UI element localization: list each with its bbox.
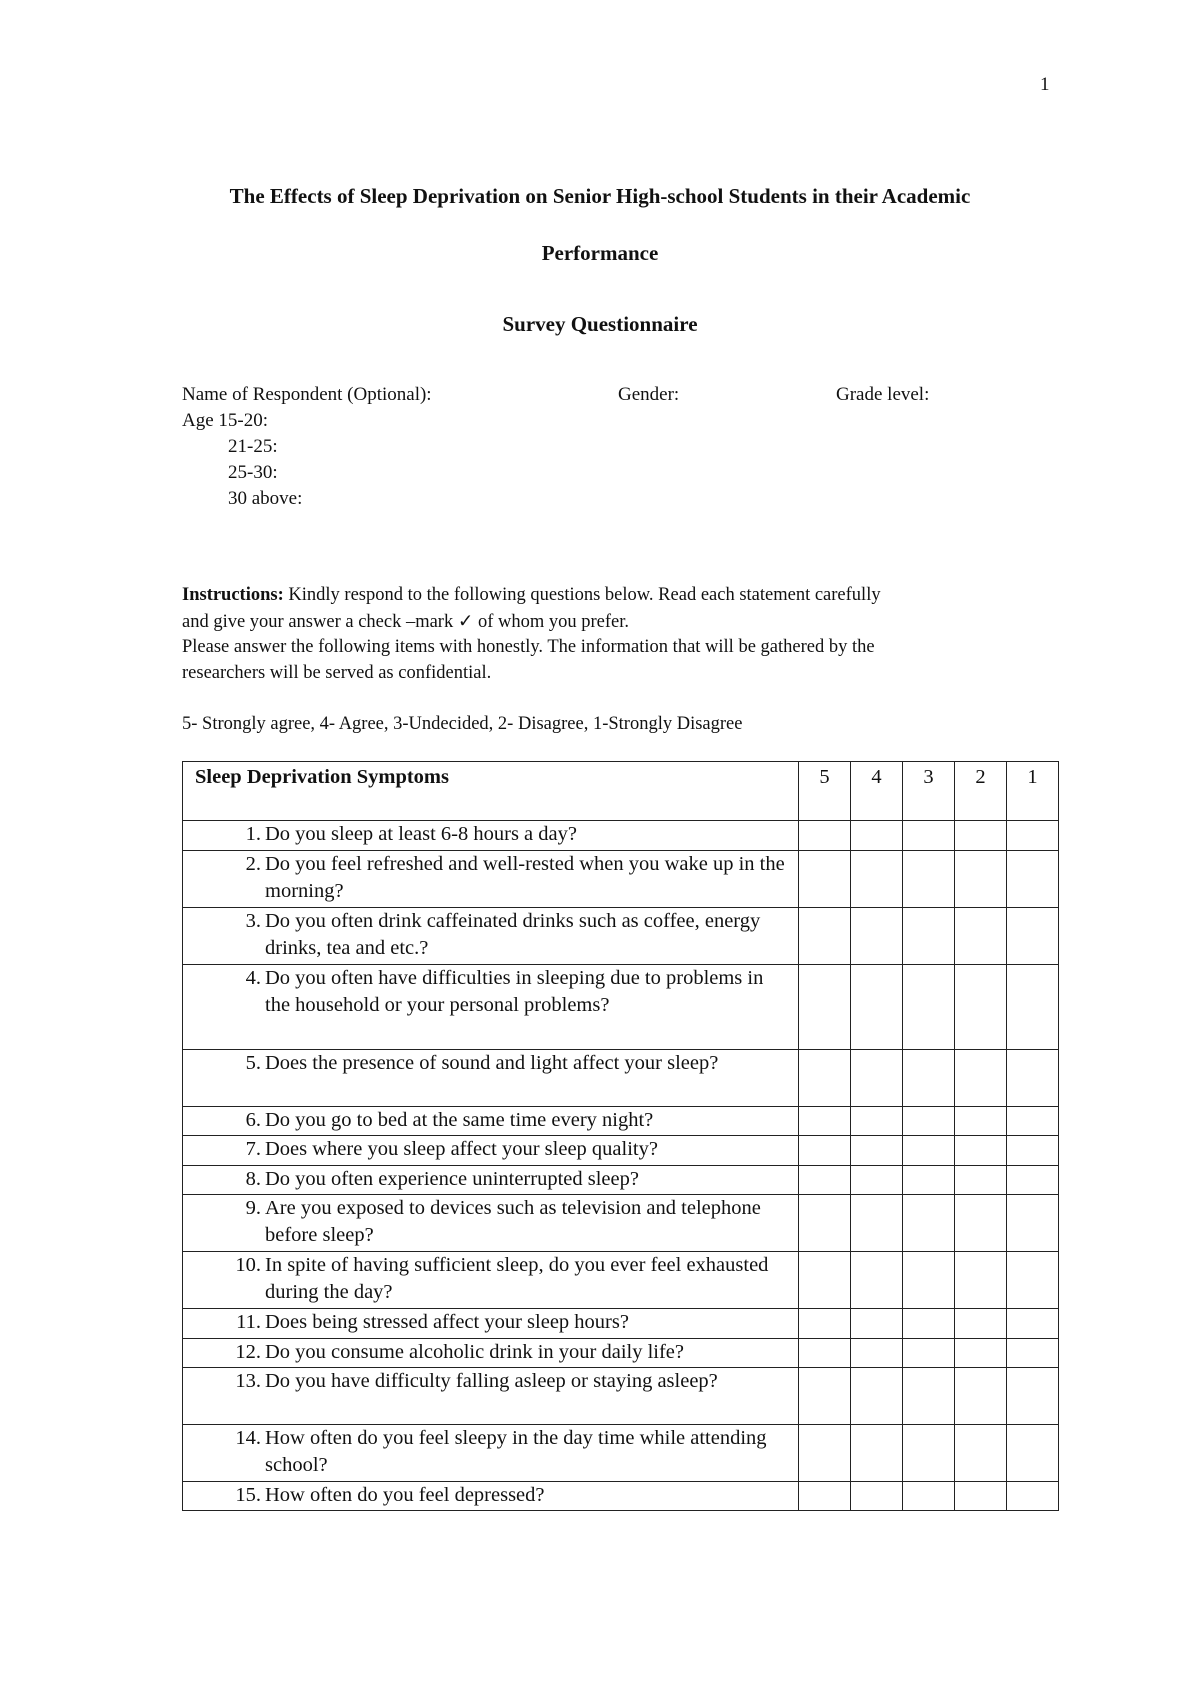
table-row <box>183 1252 1059 1309</box>
rating-cell-3[interactable] <box>903 1050 955 1107</box>
question-text <box>183 1339 799 1368</box>
question-number: 4. <box>245 967 261 989</box>
column-header-1: 1 <box>1007 762 1059 821</box>
table-row <box>183 851 1059 908</box>
column-header-3: 3 <box>903 762 955 821</box>
rating-cell-3[interactable] <box>903 1136 955 1166</box>
question-number: 10. <box>235 1254 261 1276</box>
rating-cell-1[interactable] <box>1007 1252 1059 1309</box>
rating-cell-3[interactable] <box>903 1368 955 1425</box>
rating-cell-2[interactable] <box>955 1166 1007 1195</box>
survey-table <box>182 761 1059 1511</box>
column-header-symptoms: Sleep Deprivation Symptoms <box>183 762 799 821</box>
question-label: Do you feel refreshed and well-rested when you wake up in the morning? <box>265 853 785 902</box>
rating-cell-2[interactable] <box>955 908 1007 965</box>
rating-cell-1[interactable] <box>1007 1339 1059 1368</box>
question-number: 5. <box>245 1052 261 1074</box>
question-text <box>183 1195 799 1252</box>
rating-cell-4[interactable] <box>851 1107 903 1136</box>
table-row <box>183 1050 1059 1107</box>
rating-cell-5[interactable] <box>799 908 851 965</box>
rating-cell-3[interactable] <box>903 1252 955 1309</box>
question-label: Does being stressed affect your sleep hours? <box>265 1311 629 1333</box>
table-row <box>183 1482 1059 1511</box>
question-number: 9. <box>245 1197 261 1219</box>
rating-cell-2[interactable] <box>955 851 1007 908</box>
column-header-4: 4 <box>851 762 903 821</box>
age-30-above-field[interactable]: 30 above: <box>228 488 303 509</box>
column-header-2: 2 <box>955 762 1007 821</box>
rating-cell-5[interactable] <box>799 1195 851 1252</box>
question-text <box>183 1482 799 1511</box>
rating-cell-4[interactable] <box>851 851 903 908</box>
rating-cell-2[interactable] <box>955 1107 1007 1136</box>
question-text <box>183 965 799 1050</box>
rating-cell-1[interactable] <box>1007 1050 1059 1107</box>
rating-cell-1[interactable] <box>1007 821 1059 851</box>
rating-cell-2[interactable] <box>955 1136 1007 1166</box>
rating-cell-2[interactable] <box>955 1309 1007 1339</box>
question-text <box>183 1136 799 1166</box>
rating-cell-4[interactable] <box>851 1195 903 1252</box>
question-number: 14. <box>235 1427 261 1449</box>
question-text <box>183 1166 799 1195</box>
survey-subtitle: Survey Questionnaire <box>502 312 698 336</box>
rating-cell-2[interactable] <box>955 1482 1007 1511</box>
table-header-row <box>183 762 1059 821</box>
rating-cell-5[interactable] <box>799 1339 851 1368</box>
rating-cell-2[interactable] <box>955 1368 1007 1425</box>
table-row <box>183 908 1059 965</box>
question-text <box>183 851 799 908</box>
question-text <box>183 1368 799 1425</box>
rating-cell-1[interactable] <box>1007 908 1059 965</box>
document-title-line-1: The Effects of Sleep Deprivation on Senior High-school Students in their Academic <box>229 184 971 208</box>
document-title-line-2: Performance <box>541 241 659 265</box>
table-row <box>183 1195 1059 1252</box>
table-row <box>183 1136 1059 1166</box>
rating-cell-3[interactable] <box>903 1309 955 1339</box>
question-label: Do you have difficulty falling asleep or staying asleep? <box>265 1370 718 1392</box>
question-number: 3. <box>245 910 261 932</box>
rating-cell-5[interactable] <box>799 821 851 851</box>
rating-cell-5[interactable] <box>799 965 851 1050</box>
rating-cell-1[interactable] <box>1007 1425 1059 1482</box>
rating-cell-4[interactable] <box>851 965 903 1050</box>
table-row <box>183 1107 1059 1136</box>
rating-scale-legend: 5- Strongly agree, 4- Agree, 3-Undecided, 2- Disagree, 1-Strongly Disagree <box>182 714 743 734</box>
question-label: In spite of having sufficient sleep, do you ever feel exhausted during the day? <box>265 1254 769 1303</box>
rating-cell-4[interactable] <box>851 1309 903 1339</box>
rating-cell-2[interactable] <box>955 965 1007 1050</box>
instructions-line-2: and give your answer a check –mark ✓ of whom you prefer. <box>182 612 630 632</box>
question-label: Are you exposed to devices such as television and telephone before sleep? <box>265 1197 761 1246</box>
question-text <box>183 1050 799 1107</box>
question-label: Do you often experience uninterrupted sleep? <box>265 1168 639 1190</box>
question-label: Does the presence of sound and light affect your sleep? <box>265 1052 719 1074</box>
rating-cell-5[interactable] <box>799 1482 851 1511</box>
gender-field[interactable]: Gender: <box>618 384 680 405</box>
column-header-5: 5 <box>799 762 851 821</box>
question-number: 2. <box>245 853 261 875</box>
rating-cell-2[interactable] <box>955 1425 1007 1482</box>
rating-cell-2[interactable] <box>955 1252 1007 1309</box>
question-number: 7. <box>245 1138 261 1160</box>
rating-cell-1[interactable] <box>1007 965 1059 1050</box>
rating-cell-5[interactable] <box>799 1368 851 1425</box>
question-number: 11. <box>236 1311 261 1333</box>
rating-cell-1[interactable] <box>1007 1166 1059 1195</box>
rating-cell-5[interactable] <box>799 1252 851 1309</box>
question-number: 13. <box>235 1370 261 1392</box>
rating-cell-3[interactable] <box>903 851 955 908</box>
rating-cell-4[interactable] <box>851 1252 903 1309</box>
rating-cell-3[interactable] <box>903 1166 955 1195</box>
rating-cell-5[interactable] <box>799 1050 851 1107</box>
rating-cell-5[interactable] <box>799 1309 851 1339</box>
rating-cell-5[interactable] <box>799 1166 851 1195</box>
question-text <box>183 821 799 851</box>
rating-cell-1[interactable] <box>1007 1309 1059 1339</box>
question-text <box>183 908 799 965</box>
table-row <box>183 965 1059 1050</box>
grade-level-field[interactable]: Grade level: <box>836 384 930 405</box>
question-text <box>183 1425 799 1482</box>
instructions-line-1: Instructions: Kindly respond to the following questions below. Read each statement carefully <box>182 585 881 605</box>
question-text <box>183 1309 799 1339</box>
question-number: 6. <box>245 1109 261 1131</box>
question-number: 1. <box>245 823 261 845</box>
rating-cell-4[interactable] <box>851 908 903 965</box>
rating-cell-4[interactable] <box>851 1368 903 1425</box>
age-15-20-field[interactable]: Age 15-20: <box>182 410 269 431</box>
rating-cell-3[interactable] <box>903 1195 955 1252</box>
question-text <box>183 1107 799 1136</box>
rating-cell-3[interactable] <box>903 908 955 965</box>
question-label: How often do you feel sleepy in the day time while attending school? <box>265 1427 767 1476</box>
question-text <box>183 1252 799 1309</box>
age-21-25-field[interactable]: 21-25: <box>228 436 278 457</box>
question-number: 15. <box>235 1484 261 1506</box>
table-row <box>183 1368 1059 1425</box>
rating-cell-4[interactable] <box>851 1166 903 1195</box>
rating-cell-3[interactable] <box>903 1107 955 1136</box>
question-number: 12. <box>235 1341 261 1363</box>
question-label: Does where you sleep affect your sleep quality? <box>265 1138 658 1160</box>
rating-cell-3[interactable] <box>903 1425 955 1482</box>
question-label: Do you sleep at least 6-8 hours a day? <box>265 823 577 845</box>
table-row <box>183 1339 1059 1368</box>
question-label: Do you consume alcoholic drink in your daily life? <box>265 1341 685 1363</box>
question-label: Do you often drink caffeinated drinks such as coffee, energy drinks, tea and etc.? <box>265 910 761 959</box>
table-row <box>183 1309 1059 1339</box>
rating-cell-4[interactable] <box>851 1339 903 1368</box>
question-number: 8. <box>245 1168 261 1190</box>
rating-cell-5[interactable] <box>799 851 851 908</box>
page-number: 1 <box>1040 74 1050 95</box>
table-row <box>183 1425 1059 1482</box>
instructions-label: Instructions: <box>182 585 284 605</box>
age-25-30-field[interactable]: 25-30: <box>228 462 278 483</box>
rating-cell-2[interactable] <box>955 1195 1007 1252</box>
question-label: Do you go to bed at the same time every night? <box>265 1109 654 1131</box>
rating-cell-4[interactable] <box>851 1050 903 1107</box>
rating-cell-2[interactable] <box>955 1339 1007 1368</box>
respondent-name-field[interactable]: Name of Respondent (Optional): <box>182 384 432 405</box>
rating-cell-1[interactable] <box>1007 1482 1059 1511</box>
rating-cell-3[interactable] <box>903 965 955 1050</box>
question-label: Do you often have difficulties in sleeping due to problems in the household or your personal problems? <box>265 967 764 1016</box>
rating-cell-4[interactable] <box>851 821 903 851</box>
rating-cell-4[interactable] <box>851 1136 903 1166</box>
rating-cell-2[interactable] <box>955 1050 1007 1107</box>
rating-cell-1[interactable] <box>1007 851 1059 908</box>
rating-cell-1[interactable] <box>1007 1107 1059 1136</box>
rating-cell-2[interactable] <box>955 821 1007 851</box>
rating-cell-5[interactable] <box>799 1107 851 1136</box>
rating-cell-1[interactable] <box>1007 1136 1059 1166</box>
instructions-line-4: researchers will be served as confidential. <box>182 663 492 683</box>
instructions-line-3: Please answer the following items with honestly. The information that will be gathered by the <box>182 637 875 657</box>
rating-cell-4[interactable] <box>851 1425 903 1482</box>
question-label: How often do you feel depressed? <box>265 1484 545 1506</box>
rating-cell-5[interactable] <box>799 1425 851 1482</box>
table-row <box>183 1166 1059 1195</box>
rating-cell-3[interactable] <box>903 821 955 851</box>
rating-cell-1[interactable] <box>1007 1368 1059 1425</box>
rating-cell-1[interactable] <box>1007 1195 1059 1252</box>
rating-cell-5[interactable] <box>799 1136 851 1166</box>
rating-cell-4[interactable] <box>851 1482 903 1511</box>
rating-cell-3[interactable] <box>903 1339 955 1368</box>
table-row <box>183 821 1059 851</box>
rating-cell-3[interactable] <box>903 1482 955 1511</box>
